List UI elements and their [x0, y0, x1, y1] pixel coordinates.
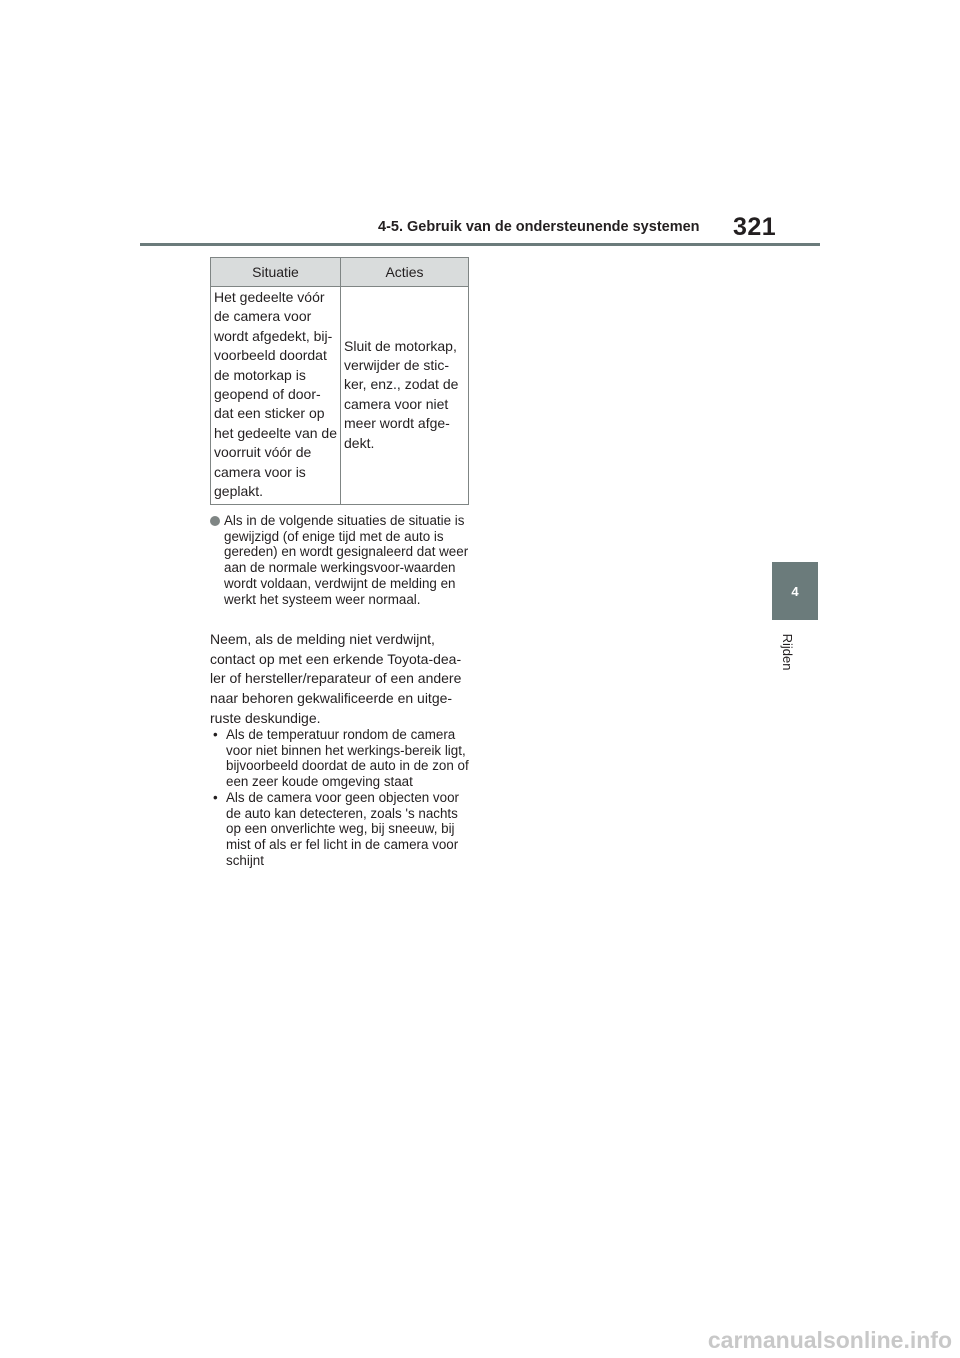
action-cell: Sluit de motorkap, verwijder de stic-ker, enz., zodat de camera voor niet meer wordt afge-dekt.	[341, 287, 469, 505]
list-item	[210, 727, 475, 790]
table-header-row	[211, 258, 469, 287]
list-item-text: Als de temperatuur rondom de camera voor niet binnen het werkings-bereik ligt, bijvoorbeeld doordat de auto in de zon of een zeer koude omgeving staat	[226, 727, 469, 790]
chapter-tab[interactable]	[772, 562, 818, 620]
chapter-label: Rijden	[780, 633, 795, 671]
bullet-note-text: Als in de volgende situaties de situatie is gewijzigd (of enige tijd met de auto is gereden) en wordt gesignaleerd dat weer aan de normale werkingsvoor-waarden wordt voldaan, verdwijnt de melding en werkt het systeem weer normaal.	[224, 513, 469, 607]
bullet-dot-icon	[210, 516, 220, 526]
situation-cell: Het gedeelte vóór de camera voor wordt afgedekt, bij-voorbeeld doordat de motorkap is geopend of door-dat een sticker op het gedeelte van de voorruit vóór de camera voor is geplakt.	[211, 287, 341, 505]
header-divider	[140, 243, 820, 246]
list-item	[210, 790, 475, 869]
table-row	[211, 287, 469, 505]
bullet-mark-icon: •	[213, 727, 218, 742]
condition-list	[210, 727, 475, 868]
bullet-mark-icon: •	[213, 789, 218, 805]
page-number: 321	[733, 213, 777, 241]
column-header-actions: Acties	[341, 258, 469, 287]
situation-action-table	[210, 257, 469, 505]
watermark: carmanualsonline.info	[707, 1327, 952, 1353]
list-item-text: Als de camera voor geen objecten voor de auto kan detecteren, zoals 's nachts op een onverlichte weg, bij sneeuw, bij mist of als er fel licht in de camera voor schijnt	[226, 789, 459, 868]
chapter-number: 4	[791, 583, 799, 599]
body-paragraph: Neem, als de melding niet verdwijnt, contact op met een erkende Toyota-dea-ler of hersteller/reparateur of een andere naar behoren gekwalificeerde en uitge-ruste deskundige.	[210, 631, 462, 726]
bullet-note	[210, 513, 475, 607]
section-title: 4-5. Gebruik van de ondersteunende systemen	[378, 219, 700, 235]
column-header-situation: Situatie	[211, 258, 341, 287]
